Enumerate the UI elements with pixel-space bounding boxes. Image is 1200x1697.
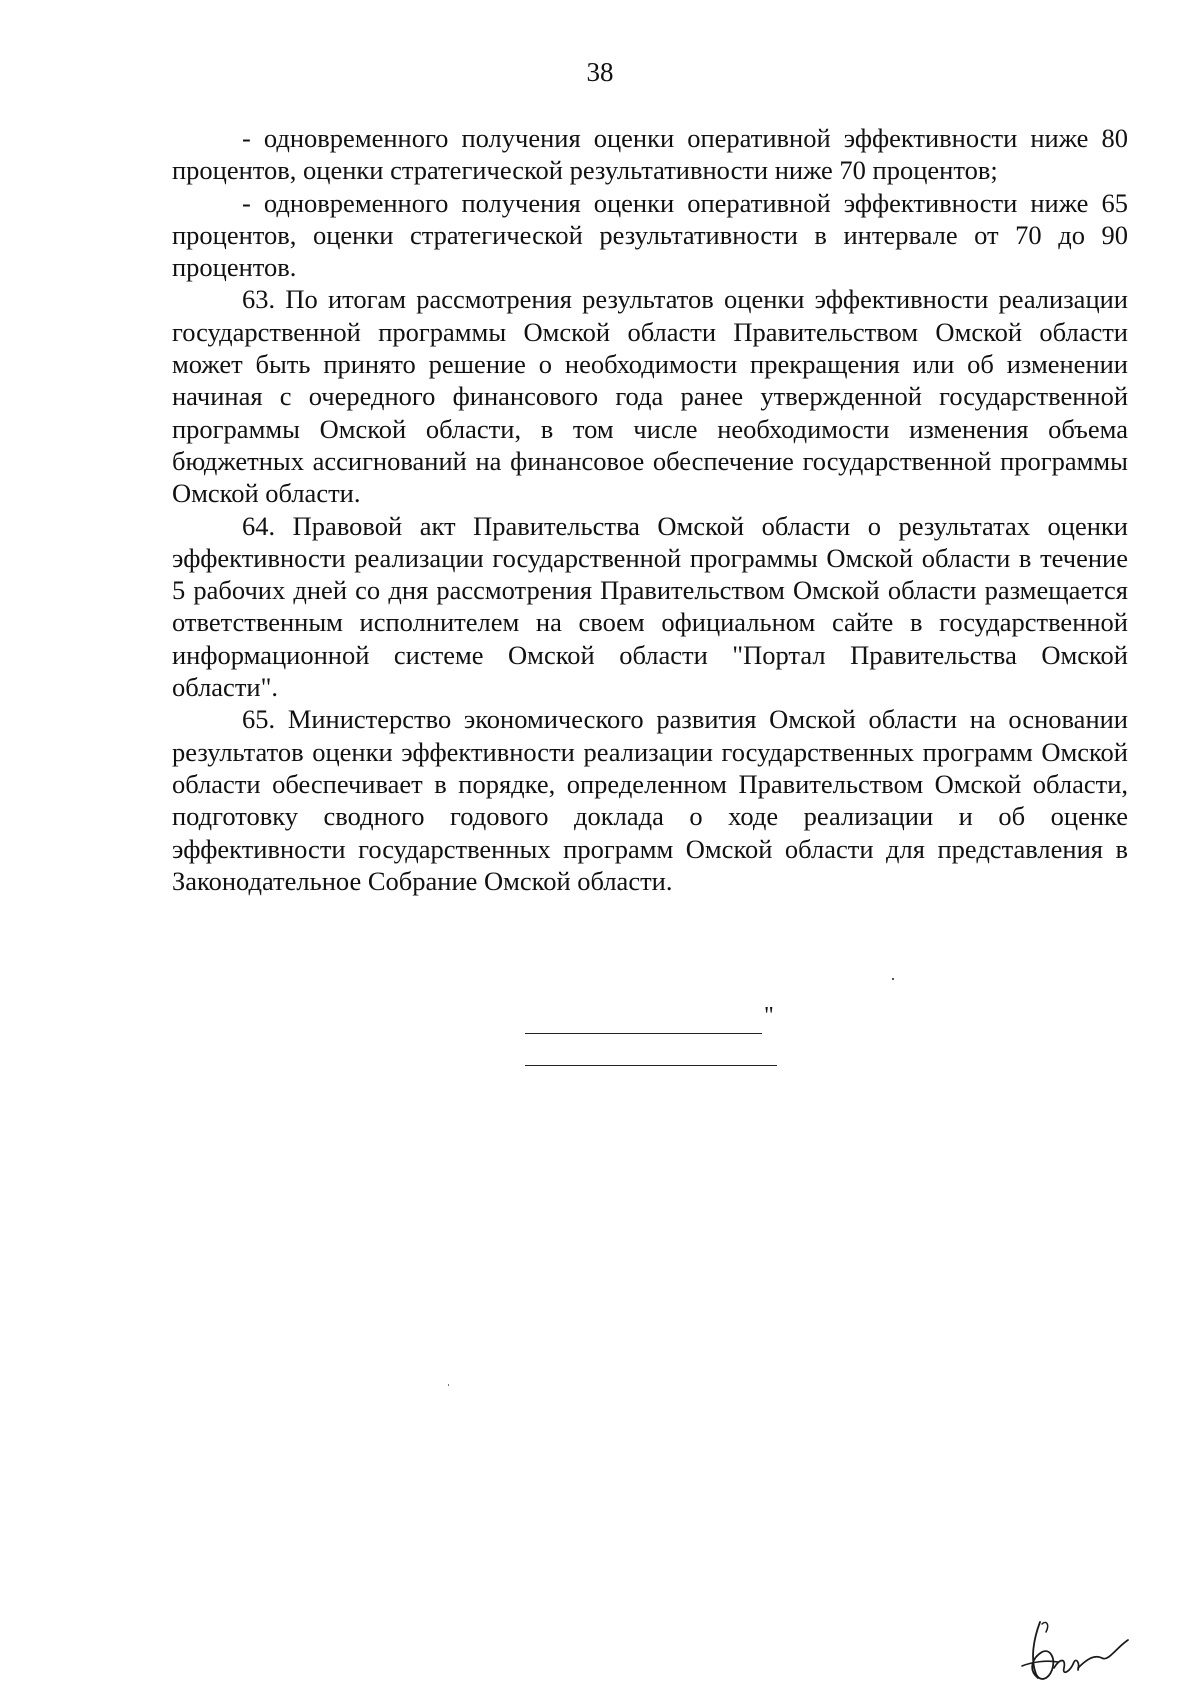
closing-quote-mark: " (764, 1003, 774, 1029)
signature-icon (1012, 1618, 1132, 1686)
document-body (172, 122, 1128, 897)
paragraph-63: 63. По итогам рассмотрения результатов оценки эффективности реализации государственной программы Омской области Правительством Омской области может быть принято решение о необходимости прекращения или об изменении начиная с очередного финансового года ранее утвержденной государственной программы Омской области, в том числе необходимости изменения объема бюджетных ассигнований на финансовое обеспечение государственной программы Омской области. (172, 284, 1128, 509)
paragraph-condition-1: - одновременного получения оценки оперативной эффективности ниже 80 процентов, оценки стратегической результативности ниже 70 процентов; (172, 123, 1128, 186)
end-rule-upper (525, 1033, 762, 1034)
paragraph-64: 64. Правовой акт Правительства Омской области о результатах оценки эффективности реализации государственной программы Омской области в течение 5 рабочих дней со дня рассмотрения Правительством Омской области размещается ответственным исполнителем на своем официальном сайте в государственной информационной системе Омской области "Портал Правительства Омской области". (172, 510, 1128, 703)
scan-speck (448, 1384, 449, 1386)
scan-speck (892, 978, 894, 980)
paragraph-condition-2: - одновременного получения оценки оперативной эффективности ниже 65 процентов, оценки стратегической результативности в интервале от 70 до 90 процентов. (172, 187, 1128, 283)
end-rule-lower (525, 1065, 777, 1066)
paragraph-65: 65. Министерство экономического развития Омской области на основании результатов оценки эффективности реализации государственных программ Омской области обеспечивает в порядке, определенном Правительством Омской области, подготовку сводного годового доклада о ходе реализации и об оценке эффективности государственных программ Омской области для представления в Законодательное Собрание Омской области. (172, 704, 1128, 896)
page-number: 38 (586, 57, 614, 87)
